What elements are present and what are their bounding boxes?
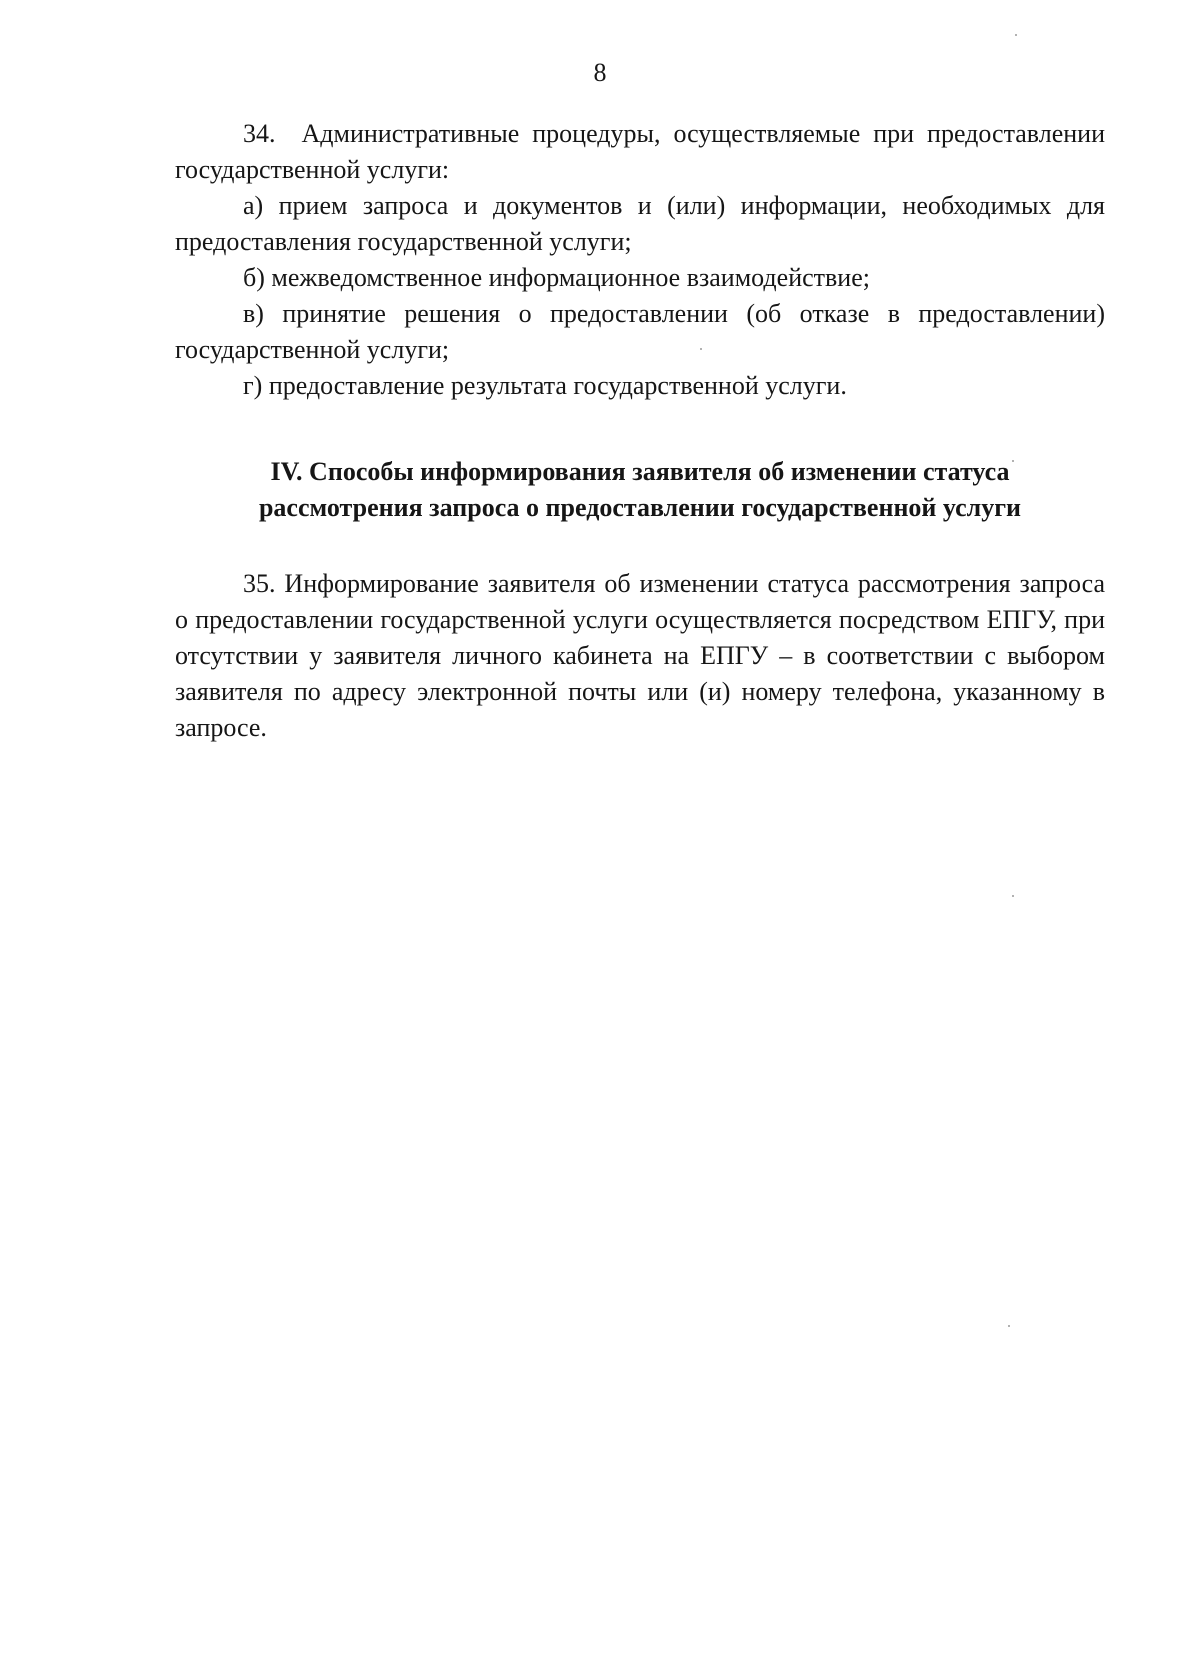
section-heading-iv (175, 454, 1105, 526)
list-item-a: а) прием запроса и документов и (или) информации, необходимых для предоставления государственной услуги; (175, 191, 1105, 256)
scan-speck (1015, 34, 1017, 36)
scan-speck (700, 348, 702, 350)
section-heading-line-2: рассмотрения запроса о предоставлении государственной услуги (258, 493, 1022, 522)
page-number: 8 (593, 58, 607, 87)
list-item-b: б) межведомственное информационное взаимодействие; (243, 263, 870, 292)
scan-speck (1012, 460, 1014, 462)
list-item-g: г) предоставление результата государственной услуги. (243, 371, 847, 400)
document-body (175, 116, 1105, 746)
list-item-v: в) принятие решения о предоставлении (об отказе в предоставлении) государственной услуги; (175, 299, 1105, 364)
section-heading-line-1: IV. Способы информирования заявителя об изменении статуса (270, 457, 1010, 486)
paragraph-34: 34. Административные процедуры, осуществляемые при предоставлении государственной услуги: (175, 119, 1105, 184)
scan-speck (1008, 1325, 1010, 1327)
paragraph-35: 35. Информирование заявителя об изменении статуса рассмотрения запроса о предоставлении государственной услуги осуществляется посредством ЕПГУ, при отсутствии у заявителя личного кабинета на ЕПГУ – в соответствии с выбором заявителя по адресу электронной почты или (и) номеру телефона, указанному в запросе. (175, 569, 1105, 742)
scan-speck (1012, 895, 1014, 897)
